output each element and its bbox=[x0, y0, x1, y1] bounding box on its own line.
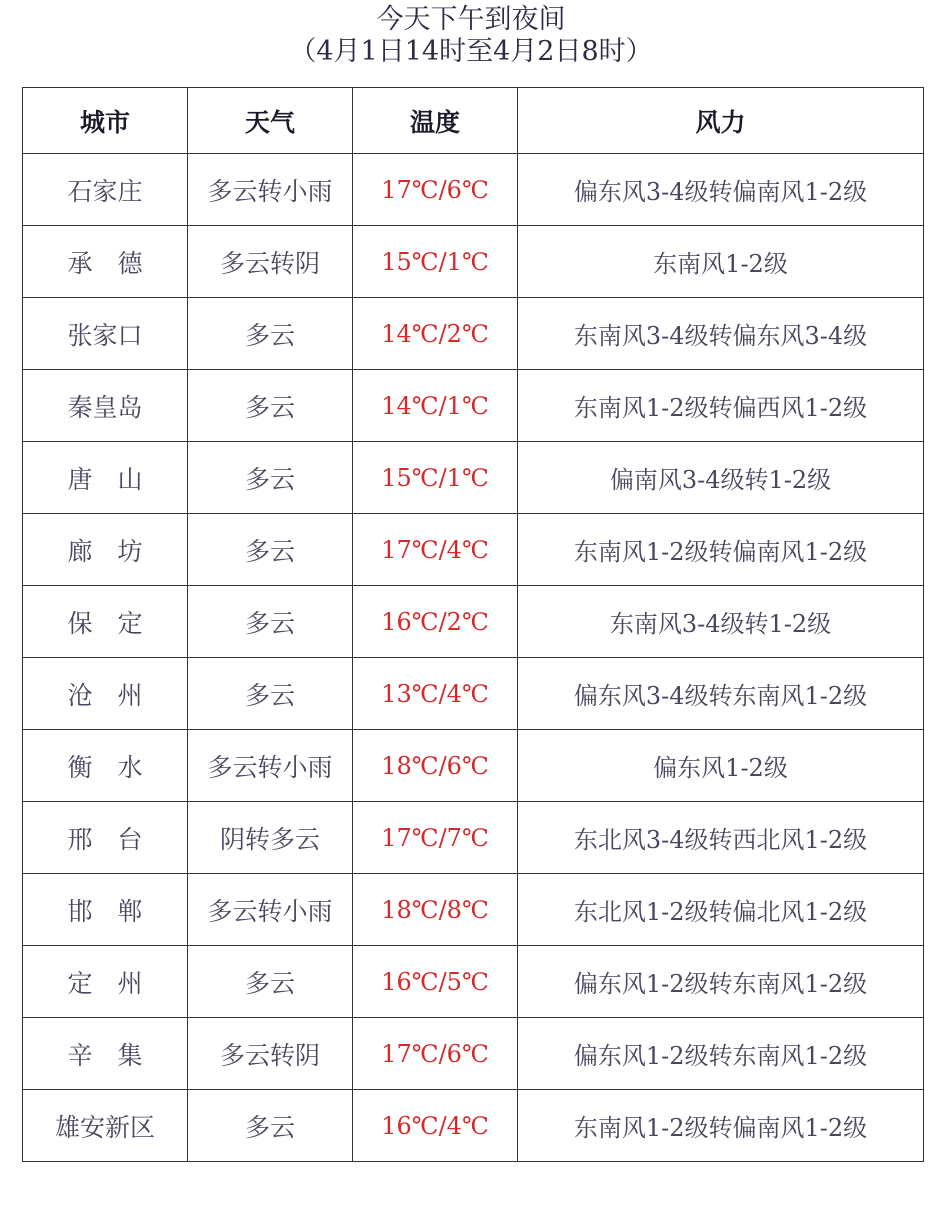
header-wind: 风力 bbox=[518, 88, 924, 154]
temperature-cell: 18℃/8℃ bbox=[353, 874, 518, 946]
header-temperature: 温度 bbox=[353, 88, 518, 154]
table-body bbox=[23, 154, 924, 1162]
city-cell: 唐 山 bbox=[23, 442, 188, 514]
temperature-cell: 17℃/7℃ bbox=[353, 802, 518, 874]
weather-cell: 阴转多云 bbox=[188, 802, 353, 874]
temperature-cell: 16℃/4℃ bbox=[353, 1090, 518, 1162]
table-row bbox=[23, 586, 924, 658]
city-cell: 石家庄 bbox=[23, 154, 188, 226]
weather-cell: 多云转小雨 bbox=[188, 154, 353, 226]
weather-cell: 多云转阴 bbox=[188, 1018, 353, 1090]
temperature-cell: 18℃/6℃ bbox=[353, 730, 518, 802]
wind-cell: 东南风1-2级 bbox=[518, 226, 924, 298]
title-time-range: （4月1日14时至4月2日8时） bbox=[289, 36, 653, 67]
temperature-cell: 13℃/4℃ bbox=[353, 658, 518, 730]
temperature-cell: 15℃/1℃ bbox=[353, 442, 518, 514]
wind-cell: 偏东风3-4级转偏南风1-2级 bbox=[518, 154, 924, 226]
table-row bbox=[23, 1018, 924, 1090]
weather-cell: 多云 bbox=[188, 658, 353, 730]
forecast-title bbox=[0, 4, 942, 68]
weather-cell: 多云转阴 bbox=[188, 226, 353, 298]
table-row bbox=[23, 514, 924, 586]
weather-cell: 多云 bbox=[188, 442, 353, 514]
header-city: 城市 bbox=[23, 88, 188, 154]
title-main: 今天下午到夜间 bbox=[376, 4, 566, 35]
wind-cell: 偏东风1-2级 bbox=[518, 730, 924, 802]
city-cell: 邯 郸 bbox=[23, 874, 188, 946]
weather-cell: 多云 bbox=[188, 1090, 353, 1162]
table-row bbox=[23, 442, 924, 514]
weather-cell: 多云 bbox=[188, 514, 353, 586]
temperature-cell: 14℃/1℃ bbox=[353, 370, 518, 442]
wind-cell: 东南风3-4级转1-2级 bbox=[518, 586, 924, 658]
city-cell: 张家口 bbox=[23, 298, 188, 370]
weather-cell: 多云转小雨 bbox=[188, 730, 353, 802]
table-row bbox=[23, 226, 924, 298]
city-cell: 邢 台 bbox=[23, 802, 188, 874]
city-cell: 保 定 bbox=[23, 586, 188, 658]
table-row bbox=[23, 874, 924, 946]
temperature-cell: 16℃/2℃ bbox=[353, 586, 518, 658]
wind-cell: 东南风1-2级转偏南风1-2级 bbox=[518, 1090, 924, 1162]
wind-cell: 偏南风3-4级转1-2级 bbox=[518, 442, 924, 514]
table-row bbox=[23, 802, 924, 874]
temperature-cell: 17℃/4℃ bbox=[353, 514, 518, 586]
city-cell: 承 德 bbox=[23, 226, 188, 298]
city-cell: 定 州 bbox=[23, 946, 188, 1018]
table-row bbox=[23, 370, 924, 442]
table-row bbox=[23, 154, 924, 226]
city-cell: 雄安新区 bbox=[23, 1090, 188, 1162]
weather-cell: 多云 bbox=[188, 370, 353, 442]
header-row bbox=[23, 88, 924, 154]
city-cell: 廊 坊 bbox=[23, 514, 188, 586]
table-row bbox=[23, 1090, 924, 1162]
city-cell: 秦皇岛 bbox=[23, 370, 188, 442]
wind-cell: 偏东风1-2级转东南风1-2级 bbox=[518, 1018, 924, 1090]
weather-cell: 多云 bbox=[188, 586, 353, 658]
wind-cell: 东北风3-4级转西北风1-2级 bbox=[518, 802, 924, 874]
city-cell: 辛 集 bbox=[23, 1018, 188, 1090]
city-cell: 沧 州 bbox=[23, 658, 188, 730]
wind-cell: 东南风1-2级转偏西风1-2级 bbox=[518, 370, 924, 442]
weather-cell: 多云 bbox=[188, 298, 353, 370]
table-row bbox=[23, 946, 924, 1018]
weather-cell: 多云转小雨 bbox=[188, 874, 353, 946]
wind-cell: 东南风3-4级转偏东风3-4级 bbox=[518, 298, 924, 370]
wind-cell: 偏东风1-2级转东南风1-2级 bbox=[518, 946, 924, 1018]
table-row bbox=[23, 658, 924, 730]
temperature-cell: 17℃/6℃ bbox=[353, 154, 518, 226]
city-cell: 衡 水 bbox=[23, 730, 188, 802]
table-row bbox=[23, 730, 924, 802]
header-weather: 天气 bbox=[188, 88, 353, 154]
temperature-cell: 15℃/1℃ bbox=[353, 226, 518, 298]
weather-table bbox=[22, 87, 924, 1162]
temperature-cell: 17℃/6℃ bbox=[353, 1018, 518, 1090]
wind-cell: 偏东风3-4级转东南风1-2级 bbox=[518, 658, 924, 730]
weather-cell: 多云 bbox=[188, 946, 353, 1018]
temperature-cell: 14℃/2℃ bbox=[353, 298, 518, 370]
wind-cell: 东南风1-2级转偏南风1-2级 bbox=[518, 514, 924, 586]
table-header bbox=[23, 88, 924, 154]
wind-cell: 东北风1-2级转偏北风1-2级 bbox=[518, 874, 924, 946]
table-row bbox=[23, 298, 924, 370]
temperature-cell: 16℃/5℃ bbox=[353, 946, 518, 1018]
